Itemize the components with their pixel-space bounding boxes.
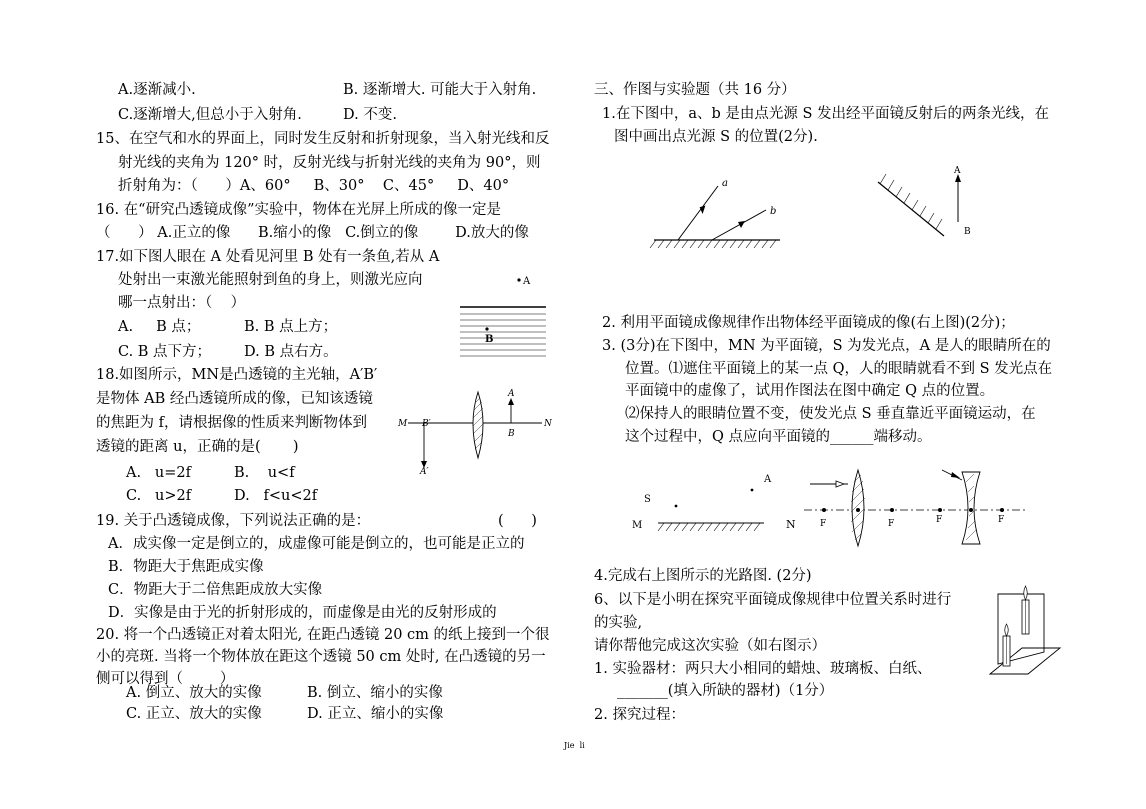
fish-point-b	[485, 327, 488, 330]
eye-point-a	[751, 489, 754, 492]
r-q6-item1: 1. 实验器材：两只大小相同的蜡烛、玻璃板、白纸、	[594, 661, 932, 677]
q20-line2: 小的亮斑. 当将一个物体放在距这个透镜 50 cm 处时, 在凸透镜的另一	[96, 649, 546, 665]
q19-option-c: C．物距大于二倍焦距成放大实像	[108, 582, 323, 598]
q17-line1: 17.如下图人眼在 A 处看见河里 B 处有一条鱼,若从 A	[96, 249, 440, 265]
inclined-mirror-hatching	[880, 174, 942, 229]
ray-a	[678, 186, 718, 240]
source-label-s: S	[644, 494, 651, 505]
q15-line3: 折射角为：（ ）A、60° B、30° C、45° D、40°	[118, 178, 510, 194]
page-footer: Jie li	[564, 741, 585, 750]
q19-option-d: D．实像是由于光的折射形成的，而虚像是由光的反射形成的	[108, 605, 497, 621]
q20-line3: 侧可以得到（ ）	[96, 671, 235, 687]
ray-label-a: a	[722, 178, 728, 189]
mirror-label-n: N	[786, 518, 796, 531]
r-q3-line1: 3. (3分)在下图中，MN 为平面镜，S 为发光点，A 是人的眼睛所在的	[602, 338, 1051, 354]
front-candle-flame	[1005, 624, 1009, 636]
focus-label-2: F	[888, 519, 895, 529]
r-q4-lens-figure	[800, 468, 1040, 548]
label-b-prime: B′	[422, 419, 431, 429]
fish-label-b: B	[485, 334, 494, 345]
q17-option-a: A. B 点；	[118, 319, 201, 335]
r-q3-line3: 平面镜中的虚像了，试用作图法在图中确定 Q 点的位置。	[625, 383, 995, 399]
q15-line2: 射光线的夹角为 120° 时，反射光线与折射光线的夹角为 90°，则	[118, 155, 541, 171]
axis-label-m: M	[398, 419, 408, 429]
q14-option-b: B. 逐渐增大. 可能大于入射角.	[343, 82, 537, 98]
object-label-b: B	[964, 227, 971, 237]
r-q6-candle-figure	[988, 584, 1064, 684]
q19-stem: 19. 关于凸透镜成像，下列说法正确的是：	[96, 513, 371, 529]
mirror-label-m: M	[632, 520, 643, 531]
water-hatching	[460, 314, 546, 356]
q14-option-c: C.逐渐增大,但总小于入射角.	[118, 107, 302, 123]
incident-ray-arrow	[836, 481, 844, 487]
inclined-mirror	[878, 182, 944, 236]
label-a-prime: A′	[420, 467, 429, 477]
q15-line1: 15、在空气和水的界面上，同时发生反射和折射现象，当入射光线和反	[96, 131, 550, 147]
section-title: 三、作图与实验题（共 16 分）	[594, 82, 796, 98]
q14-option-d: D. 不变.	[343, 107, 397, 123]
focus-point-4	[1000, 508, 1004, 512]
ray-label-b: b	[770, 206, 777, 217]
q19-option-b: B．物距大于焦距成实像	[108, 559, 264, 575]
r-q6-line2: 的实验,	[594, 615, 643, 631]
q14-option-a: A.逐渐减小.	[118, 82, 196, 98]
focus-label-1: F	[820, 519, 827, 529]
q17-option-c: C. B 点下方；	[118, 344, 212, 360]
q18-option-b: B. u<f	[234, 465, 295, 481]
q20-option-c: C. 正立、放大的实像	[126, 706, 262, 722]
q20-option-a: A. 倒立、放大的实像	[126, 685, 262, 701]
axis-label-n: N	[544, 419, 552, 429]
q17-option-d: D. B 点右方。	[244, 344, 338, 360]
r-q6-item1b: _______(填入所缺的器材)（1分）	[617, 683, 834, 699]
q18-line1: 18.如图所示，MN是凸透镜的主光轴，A′B′	[96, 367, 378, 383]
convex-lens-center	[856, 508, 860, 512]
r-q1-line1: 1.在下图中，a、b 是由点光源 S 发出经平面镜反射后的两条光线，在	[602, 106, 1050, 122]
ray-b	[712, 210, 766, 240]
q18-option-d: D. f<u<2f	[234, 488, 318, 504]
r-q2-mirror-figure	[872, 162, 982, 242]
incident-ray-2-arrow	[951, 472, 960, 478]
r-q6-line1: 6、以下是小明在探究平面镜成像规律中位置关系时进行	[594, 592, 952, 608]
r-q4: 4.完成右上图所示的光路图. (2分)	[594, 568, 812, 584]
q18-option-c: C. u>2f	[126, 488, 192, 504]
q20-line1: 20. 将一个凸透镜正对着太阳光, 在距凸透镜 20 cm 的纸上接到一个很	[96, 627, 550, 643]
white-paper	[990, 648, 1060, 674]
object-arrow-head	[508, 398, 514, 405]
r-q3-line2: 位置。⑴遮住平面镜上的某一点 Q，人的眼睛就看不到 S 发光点在	[625, 361, 1053, 377]
focus-point-3	[938, 508, 942, 512]
q19-blank: ( )	[498, 513, 537, 529]
r-q1-line2: 图中画出点光源 S 的位置(2分).	[614, 129, 818, 145]
q17-line2: 处射出一束激光能照射到鱼的身上，则激光应向	[118, 272, 423, 288]
convex-lens	[473, 392, 483, 458]
object-label-a: A	[954, 166, 961, 176]
mirror-hatching	[650, 240, 776, 248]
r-q2: 2. 利用平面镜成像规律作出物体经平面镜成的像(右上图)(2分)；	[602, 315, 1015, 331]
q18-line4: 透镜的距离 u，正确的是( )	[96, 439, 299, 455]
mirror-mn-hatching	[658, 523, 760, 531]
focus-label-4: F	[998, 515, 1005, 525]
focus-label-3: F	[936, 515, 943, 525]
q18-lens-figure	[396, 390, 556, 480]
q17-option-b: B. B 点上方；	[244, 319, 338, 335]
r-q3-line5: 这个过程中，Q 点应向平面镜的______端移动。	[625, 429, 932, 445]
focus-point-1	[822, 508, 826, 512]
q20-option-b: B. 倒立、缩小的实像	[307, 685, 443, 701]
label-b: B	[508, 429, 515, 439]
eye-point-a	[517, 278, 520, 281]
r-q6-line3: 请你帮他完成这次实验（如右图示）	[594, 638, 826, 654]
r-q3-line4: ⑵保持人的眼睛位置不变，使发光点 S 垂直靠近平面镜运动，在	[625, 406, 1036, 422]
q18-line3: 的焦距为 f，请根据像的性质来判断物体到	[96, 415, 367, 431]
r-q6-item2: 2. 探究过程：	[594, 707, 685, 723]
q17-line3: 哪一点射出：（ ）	[118, 295, 246, 311]
q17-water-figure	[456, 270, 556, 360]
source-point-s	[675, 505, 678, 508]
back-candle-flame	[1024, 586, 1028, 600]
q16-line1: 16. 在“研究凸透镜成像”实验中，物体在光屏上所成的像一定是	[96, 202, 501, 218]
concave-lens-center	[969, 508, 973, 512]
label-a: A	[508, 389, 515, 399]
q18-line2: 是物体 AB 经凸透镜所成的像，已知该透镜	[96, 391, 373, 407]
r-q3-mirror-figure	[628, 470, 778, 540]
eye-label-a: A	[764, 474, 772, 485]
eye-label-a: A	[523, 276, 531, 287]
q20-option-d: D. 正立、缩小的实像	[307, 706, 444, 722]
r-q1-reflection-figure	[650, 172, 790, 252]
q19-option-a: A．成实像一定是倒立的，成虚像可能是倒立的，也可能是正立的	[108, 536, 525, 552]
q16-line2: （ ） A.正立的像 B.缩小的像 C.倒立的像 D.放大的像	[96, 225, 529, 241]
q18-option-a: A. u=2f	[126, 465, 191, 481]
focus-point-2	[890, 508, 894, 512]
